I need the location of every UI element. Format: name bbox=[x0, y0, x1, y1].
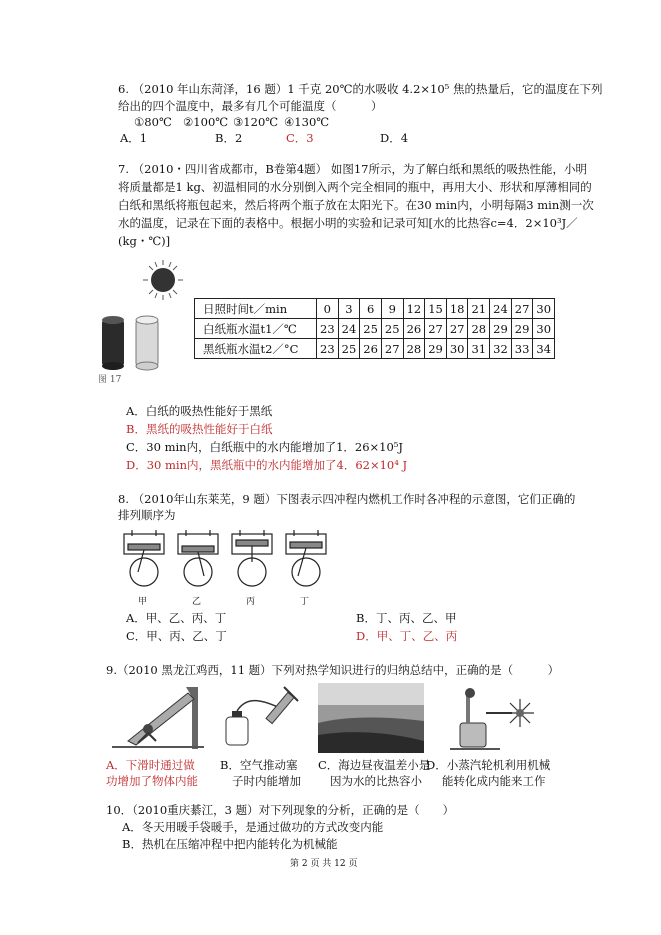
pump-bottle-picture bbox=[218, 683, 318, 753]
q6-option-b: B．2 bbox=[215, 131, 243, 145]
table-cell: 24 bbox=[338, 319, 360, 339]
q6-temp-4: ④130℃ bbox=[284, 115, 330, 129]
table-cell: 27 bbox=[381, 339, 403, 359]
q9-caption-a-1: A．下滑时通过做 bbox=[106, 758, 195, 772]
engine-label-ding: 丁 bbox=[300, 597, 310, 607]
sun-icon bbox=[143, 260, 183, 300]
q8-option-d: D．甲、丁、乙、丙 bbox=[356, 629, 458, 643]
q6-line1: 6. （2010 年山东菏泽，16 题）1 千克 20℃的水吸收 4.2×10⁵ 焦的热量后，它的温度在下列 bbox=[118, 82, 603, 96]
page-footer: 第 2 页 共 12 页 bbox=[290, 859, 358, 869]
white-paper-bottle bbox=[136, 316, 158, 370]
q8-line2: 排列顺序为 bbox=[118, 508, 176, 522]
table-cell: 23 bbox=[317, 319, 339, 339]
table-cell: 25 bbox=[381, 319, 403, 339]
q7-line3: 白纸和黑纸将瓶包起来，然后将两个瓶子放在太阳光下。在30 min内，小明每隔3 min测一次 bbox=[118, 198, 594, 212]
table-cell: 12 bbox=[403, 299, 425, 319]
table-cell: 30 bbox=[446, 339, 468, 359]
engine-strokes-diagram bbox=[118, 526, 348, 596]
table-cell: 26 bbox=[403, 319, 425, 339]
q9-caption-c-2: 因为水的比热容小 bbox=[330, 774, 422, 788]
q9-caption-b-2: 子时内能增加 bbox=[232, 774, 301, 788]
table-cell: 6 bbox=[360, 299, 382, 319]
q10-line1: 10．（2010重庆綦江，3 题）对下列现象的分析，正确的是（ ） bbox=[106, 803, 455, 817]
q7-line2: 将质量都是1 kg、初温相同的水分别倒入两个完全相同的瓶中，再用大小、形状和厚薄相同的 bbox=[118, 180, 592, 194]
table-row-black bbox=[195, 339, 555, 359]
q10-option-b: B．热机在压缩冲程中把内能转化为机械能 bbox=[122, 837, 338, 851]
table-row-label: 白纸瓶水温t1／℃ bbox=[195, 319, 317, 339]
figure-17-illustration bbox=[96, 258, 196, 388]
q6-option-c: C．3 bbox=[286, 131, 314, 145]
q7-line1: 7. （2010・四川省成都市，B卷第4题） 如图17所示，为了解白纸和黑纸的吸热性能，小明 bbox=[118, 162, 587, 176]
table-cell: 27 bbox=[425, 319, 447, 339]
steam-turbine-picture bbox=[440, 683, 540, 753]
table-row-label: 黑纸瓶水温t2／°C bbox=[195, 339, 317, 359]
table-cell: 29 bbox=[425, 339, 447, 359]
table-cell: 33 bbox=[511, 339, 533, 359]
engine-ding bbox=[286, 530, 326, 586]
table-row-white bbox=[195, 319, 555, 339]
table-cell: 21 bbox=[468, 299, 490, 319]
table-cell: 31 bbox=[468, 339, 490, 359]
q9-line1: 9.（2010 黑龙江鸡西，11 题）下列对热学知识进行的归纳总结中，正确的是（ ） bbox=[106, 663, 560, 677]
engine-jia bbox=[124, 530, 164, 586]
q6-temp-2: ②100℃ bbox=[183, 115, 229, 129]
table-cell: 27 bbox=[511, 299, 533, 319]
q6-temp-3: ③120℃ bbox=[233, 115, 279, 129]
table-cell: 25 bbox=[360, 319, 382, 339]
q7-option-b: B．黑纸的吸热性能好于白纸 bbox=[126, 422, 273, 436]
q8-option-a: A．甲、乙、丙、丁 bbox=[126, 611, 227, 625]
q7-line4: 水的温度，记录在下面的表格中。根据小明的实验和记录可知[水的比热容c=4．2×10³J／ bbox=[118, 216, 578, 230]
table-cell: 3 bbox=[338, 299, 360, 319]
table-row-label: 日照时间t／min bbox=[195, 299, 317, 319]
q6-temp-1: ①80℃ bbox=[134, 115, 172, 129]
table-cell: 29 bbox=[511, 319, 533, 339]
engine-label-bing: 丙 bbox=[246, 597, 256, 607]
q7-option-a: A．白纸的吸热性能好于黑纸 bbox=[126, 404, 273, 418]
table-cell: 32 bbox=[490, 339, 512, 359]
engine-label-jia: 甲 bbox=[138, 597, 148, 607]
q9-caption-b-1: B．空气推动塞 bbox=[220, 758, 298, 772]
table-cell: 28 bbox=[403, 339, 425, 359]
table-cell: 34 bbox=[533, 339, 555, 359]
q8-option-c: C．甲、丙、乙、丁 bbox=[126, 629, 227, 643]
table-cell: 28 bbox=[468, 319, 490, 339]
q8-option-b: B．丁、丙、乙、甲 bbox=[356, 611, 457, 625]
seaside-photo bbox=[318, 683, 424, 753]
table-cell: 30 bbox=[533, 319, 555, 339]
figure-17-label: 图 17 bbox=[98, 375, 122, 385]
table-cell: 24 bbox=[490, 299, 512, 319]
q9-caption-a-2: 功增加了物体内能 bbox=[106, 774, 198, 788]
table-cell: 18 bbox=[446, 299, 468, 319]
q6-line2: 给出的四个温度中，最多有几个可能温度（ ） bbox=[118, 99, 383, 113]
table-cell: 25 bbox=[338, 339, 360, 359]
temperature-table bbox=[194, 298, 555, 359]
slide-picture bbox=[108, 683, 208, 753]
q6-option-a: A．1 bbox=[120, 131, 148, 145]
table-cell: 27 bbox=[446, 319, 468, 339]
table-cell: 29 bbox=[490, 319, 512, 339]
table-cell: 0 bbox=[317, 299, 339, 319]
engine-bing bbox=[232, 530, 272, 586]
table-cell: 9 bbox=[381, 299, 403, 319]
engine-label-yi: 乙 bbox=[192, 597, 202, 607]
q8-line1: 8. （2010年山东莱芜，9 题）下图表示四冲程内燃机工作时各冲程的示意图，它们正确的 bbox=[118, 492, 576, 506]
table-row-time bbox=[195, 299, 555, 319]
table-cell: 30 bbox=[533, 299, 555, 319]
q7-option-d: D．30 min内，黑纸瓶中的水内能增加了4．62×10⁴ J bbox=[126, 458, 408, 472]
q10-option-a: A．冬天用暖手袋暖手，是通过做功的方式改变内能 bbox=[122, 820, 384, 834]
q9-caption-d-1: D．小蒸汽轮机利用机械 bbox=[426, 758, 551, 772]
black-paper-bottle bbox=[102, 316, 124, 370]
table-cell: 26 bbox=[360, 339, 382, 359]
table-cell: 15 bbox=[425, 299, 447, 319]
q9-caption-c-1: C．海边昼夜温差小是 bbox=[318, 758, 431, 772]
q7-line5: (kg・℃)] bbox=[118, 234, 171, 248]
q6-option-d: D．4 bbox=[380, 131, 409, 145]
q7-option-c: C．30 min内，白纸瓶中的水内能增加了1．26×10⁵J bbox=[126, 440, 404, 454]
table-cell: 23 bbox=[317, 339, 339, 359]
engine-yi bbox=[178, 530, 218, 586]
q9-caption-d-2: 能转化成内能来工作 bbox=[442, 774, 546, 788]
